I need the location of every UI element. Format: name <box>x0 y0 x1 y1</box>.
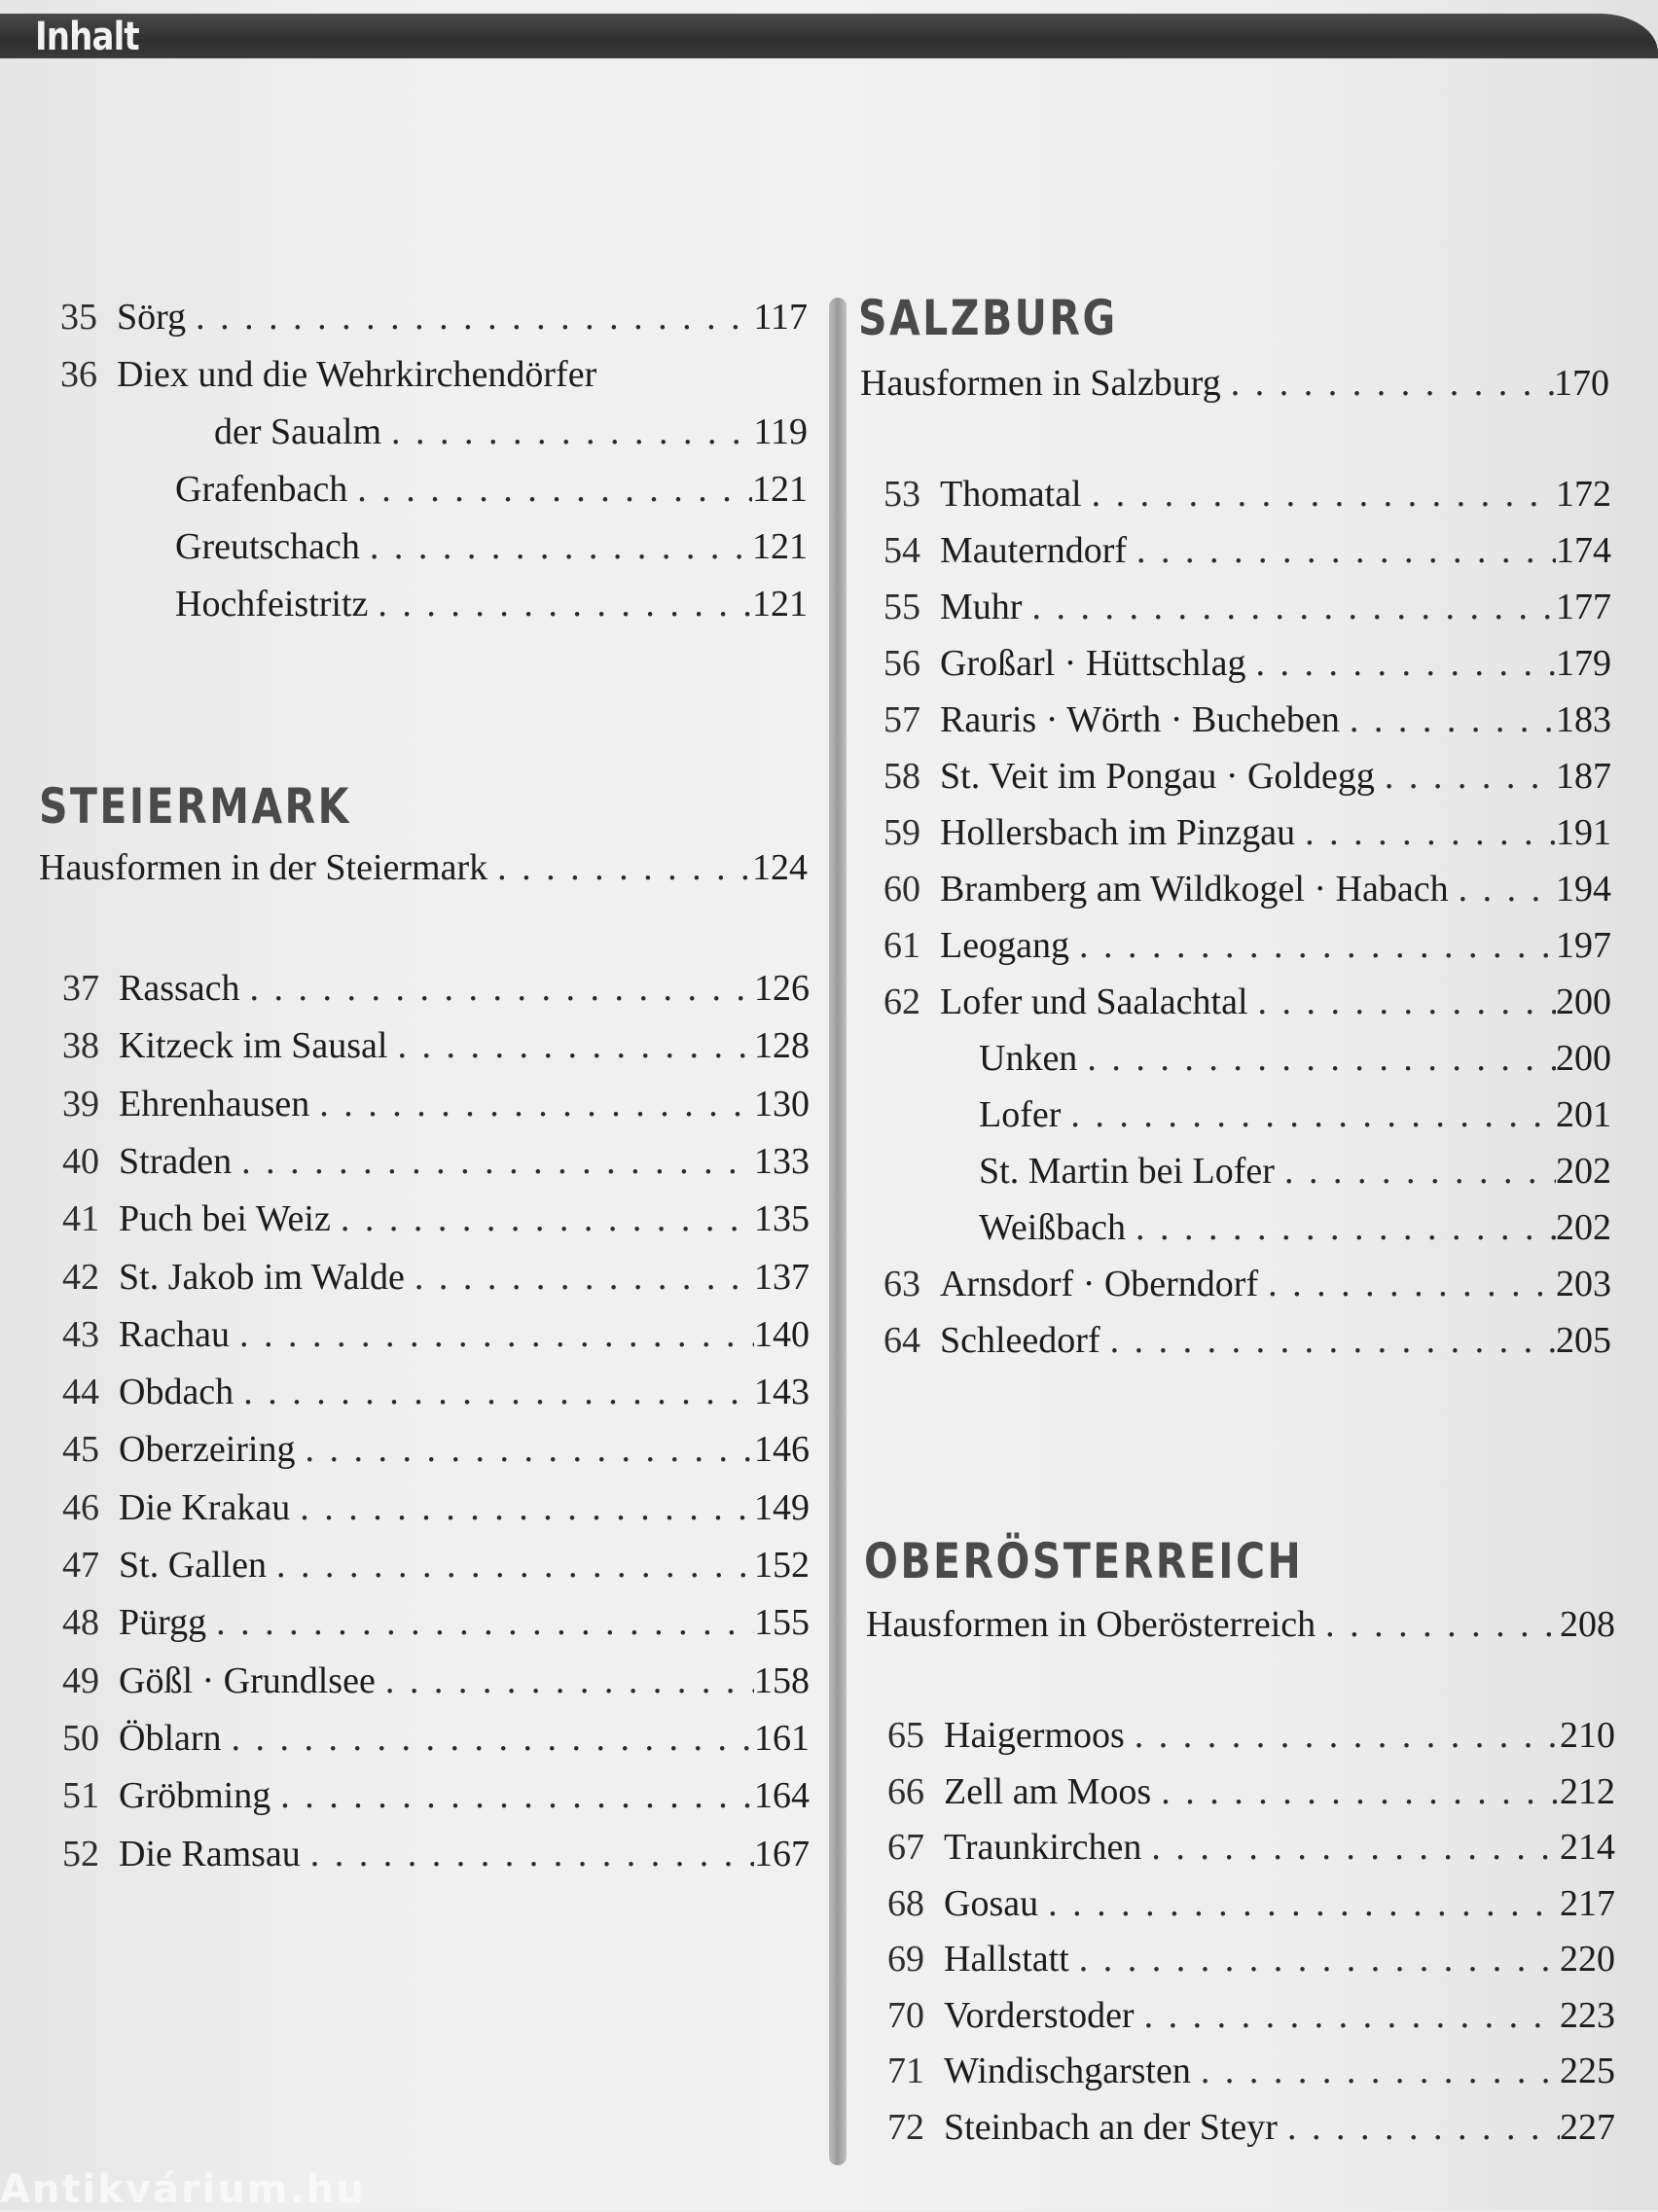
entry-title: Windischgarsten <box>944 2051 1191 2091</box>
entry-page-number: 174 <box>1556 530 1611 571</box>
toc-row <box>862 638 1611 689</box>
entry-number: 55 <box>883 587 920 627</box>
dot-leader <box>1069 920 1556 971</box>
dot-leader <box>1449 864 1556 914</box>
toc-row <box>862 751 1611 802</box>
dot-leader <box>1077 1033 1556 1084</box>
entry-title: Hallstatt <box>944 1939 1069 1980</box>
dot-leader <box>222 1713 754 1764</box>
entry-page-number: 203 <box>1556 1264 1611 1304</box>
entry-title: Gröbming <box>119 1775 271 1817</box>
entry-title: Schleedorf <box>940 1320 1100 1361</box>
entry-title: Die Krakau <box>119 1486 291 1528</box>
entry-number: 43 <box>62 1313 99 1355</box>
entry-page-number: 202 <box>1556 1151 1611 1192</box>
entry-title: St. Gallen <box>119 1545 267 1586</box>
dot-leader <box>270 1770 754 1821</box>
toc-row <box>862 920 1611 971</box>
entry-page-number: 179 <box>1556 643 1611 684</box>
entry-number: 66 <box>887 1770 924 1812</box>
dot-leader <box>381 407 753 457</box>
entry-page-number: 121 <box>752 526 808 567</box>
entry-number: 44 <box>62 1372 99 1413</box>
entry-page-number: 130 <box>754 1083 810 1124</box>
entry-title: Hausformen in Oberösterreich <box>866 1604 1316 1645</box>
entry-number: 59 <box>883 812 920 853</box>
toc-row <box>41 1656 810 1706</box>
toc-row <box>862 525 1611 576</box>
dot-leader <box>1151 1766 1560 1817</box>
entry-page-number: 225 <box>1560 2051 1615 2091</box>
entry-number: 50 <box>62 1717 99 1759</box>
entry-page-number: 126 <box>754 968 810 1009</box>
entry-page-number: 205 <box>1556 1320 1611 1361</box>
entry-number: 70 <box>887 1994 924 2036</box>
entry-page-number: 143 <box>754 1372 810 1413</box>
dot-leader <box>290 1482 754 1533</box>
dot-leader <box>1022 582 1556 632</box>
entry-title: Rauris · Wörth · Bucheben <box>940 699 1340 740</box>
toc-intro-row <box>866 1599 1615 1650</box>
entry-title: Hausformen in Salzburg <box>860 363 1221 404</box>
toc-row <box>41 1713 810 1764</box>
entry-page-number: 212 <box>1560 1770 1615 1812</box>
entry-page-number: 124 <box>752 847 808 888</box>
dot-leader <box>1275 1146 1556 1196</box>
entry-page-number: 217 <box>1560 1882 1615 1924</box>
toc-row <box>41 1770 810 1821</box>
entry-number: 36 <box>60 354 97 395</box>
entry-number: 38 <box>62 1025 99 1067</box>
entry-page-number: 119 <box>753 411 808 452</box>
entry-page-number: 201 <box>1556 1094 1611 1135</box>
toc-intro-row <box>860 358 1609 409</box>
dot-leader <box>1191 2046 1560 2096</box>
dot-leader <box>1126 1202 1556 1253</box>
entry-number: 52 <box>62 1833 99 1874</box>
dot-leader <box>1061 1089 1556 1140</box>
entry-number: 63 <box>883 1264 920 1304</box>
dot-leader <box>387 1020 754 1071</box>
entry-title: Hausformen in der Steiermark <box>39 847 488 888</box>
entry-number: 42 <box>62 1256 99 1298</box>
entry-number: 64 <box>883 1320 920 1361</box>
entry-page-number: 128 <box>754 1025 810 1067</box>
toc-row <box>41 1424 810 1475</box>
dot-leader <box>186 292 753 342</box>
entry-number: 60 <box>883 869 920 910</box>
toc-row <box>41 963 810 1014</box>
entry-page-number: 161 <box>754 1717 810 1759</box>
entry-number: 54 <box>883 530 920 571</box>
entry-number: 46 <box>62 1486 99 1528</box>
toc-row <box>41 1079 810 1129</box>
entry-title: Leogang <box>940 925 1069 966</box>
dot-leader <box>1127 525 1556 576</box>
dot-leader <box>1038 1878 1560 1929</box>
entry-title: St. Jakob im Walde <box>119 1256 405 1298</box>
entry-page-number: 140 <box>754 1313 810 1355</box>
dot-leader <box>1125 1710 1560 1761</box>
entry-number: 49 <box>62 1659 99 1701</box>
entry-title: Haigermoos <box>944 1715 1125 1756</box>
entry-page-number: 200 <box>1556 1038 1611 1079</box>
entry-title: Großarl · Hüttschlag <box>940 643 1246 684</box>
entry-page-number: 210 <box>1560 1715 1615 1756</box>
entry-page-number: 158 <box>754 1659 810 1701</box>
entry-title: der Saualm <box>214 411 382 452</box>
entry-page-number: 133 <box>754 1140 810 1182</box>
entry-title: Greutschach <box>175 526 360 567</box>
dot-leader <box>1340 695 1556 745</box>
entry-title: Hollersbach im Pinzgau <box>940 812 1296 853</box>
entry-title: Kitzeck im Sausal <box>119 1025 388 1067</box>
toc-row <box>866 1990 1615 2041</box>
toc-row <box>862 695 1611 745</box>
toc-row <box>41 1136 810 1187</box>
entry-title: Diex und die Wehrkirchendörfer <box>117 354 597 395</box>
entry-title: Rachau <box>119 1313 230 1355</box>
entry-number: 68 <box>887 1882 924 1924</box>
entry-title: Gößl · Grundlsee <box>119 1659 376 1701</box>
entry-title: St. Martin bei Lofer <box>979 1151 1275 1192</box>
dot-leader <box>368 579 752 629</box>
dot-leader <box>267 1540 754 1590</box>
toc-row <box>41 1367 810 1417</box>
entry-number: 69 <box>887 1939 924 1980</box>
toc-row <box>39 464 808 515</box>
dot-leader <box>1245 638 1556 689</box>
entry-page-number: 194 <box>1556 869 1611 910</box>
entry-number: 56 <box>883 643 920 684</box>
toc-row <box>862 977 1611 1027</box>
toc-row <box>39 521 808 572</box>
toc-row <box>41 1194 810 1244</box>
dot-leader <box>309 1079 754 1129</box>
dot-leader <box>234 1367 754 1417</box>
entry-title: Muhr <box>940 587 1023 627</box>
entry-number: 45 <box>62 1429 99 1471</box>
heading-steiermark: STEIERMARK <box>39 778 351 835</box>
toc-row <box>862 1089 1611 1140</box>
toc-row <box>41 1252 810 1302</box>
entry-title: Puch bei Weiz <box>119 1198 331 1240</box>
entry-number: 72 <box>887 2106 924 2148</box>
entry-page-number: 155 <box>754 1602 810 1644</box>
entry-number: 53 <box>883 474 920 515</box>
entry-title: Gosau <box>944 1882 1039 1924</box>
entry-title: Arnsdorf · Oberndorf <box>940 1264 1259 1304</box>
entry-page-number: 167 <box>754 1833 810 1874</box>
entry-page-number: 187 <box>1556 756 1611 797</box>
entry-page-number: 164 <box>754 1775 810 1817</box>
toc-row <box>866 1934 1615 1984</box>
toc-row <box>862 1146 1611 1196</box>
dot-leader <box>360 521 752 572</box>
toc-row <box>862 807 1611 858</box>
entry-page-number: 214 <box>1560 1827 1615 1868</box>
heading-oberoesterreich: OBERÖSTERREICH <box>864 1533 1304 1589</box>
entry-page-number: 191 <box>1556 812 1611 853</box>
dot-leader <box>405 1252 754 1302</box>
dot-leader <box>331 1194 754 1244</box>
toc-row <box>39 292 808 342</box>
entry-page-number: 202 <box>1556 1207 1611 1248</box>
toc-intro-row <box>39 842 808 893</box>
toc-row <box>866 1822 1615 1873</box>
entry-page-number: 223 <box>1560 1994 1615 2036</box>
entry-page-number: 149 <box>754 1486 810 1528</box>
entry-page-number: 170 <box>1554 363 1609 404</box>
dot-leader <box>301 1829 754 1879</box>
entry-title: Straden <box>119 1140 233 1182</box>
dot-leader <box>376 1656 754 1706</box>
entry-number: 67 <box>887 1827 924 1868</box>
entry-title: St. Veit im Pongau · Goldegg <box>940 756 1375 797</box>
toc-row <box>866 1766 1615 1817</box>
dot-leader <box>230 1309 754 1360</box>
entry-page-number: 200 <box>1556 981 1611 1022</box>
entry-title: Hochfeistritz <box>175 584 369 624</box>
entry-number: 39 <box>62 1083 99 1124</box>
toc-row <box>39 407 808 457</box>
entry-page-number: 183 <box>1556 699 1611 740</box>
heading-salzburg: SALZBURG <box>858 290 1118 346</box>
entry-title: Oberzeiring <box>119 1429 296 1471</box>
entry-number: 40 <box>62 1140 99 1182</box>
entry-page-number: 146 <box>754 1429 810 1471</box>
entry-page-number: 220 <box>1560 1939 1615 1980</box>
dot-leader <box>1141 1822 1560 1873</box>
toc-row <box>41 1597 810 1648</box>
dot-leader <box>1221 358 1554 409</box>
entry-page-number: 177 <box>1556 587 1611 627</box>
dot-leader <box>1248 977 1556 1027</box>
entry-number: 58 <box>883 756 920 797</box>
entry-title: Thomatal <box>940 474 1082 515</box>
dot-leader <box>1278 2102 1560 2153</box>
entry-page-number: 197 <box>1556 925 1611 966</box>
entry-number: 71 <box>887 2051 924 2091</box>
entry-title: Sörg <box>117 297 187 338</box>
dot-leader <box>240 963 754 1014</box>
entry-number: 47 <box>62 1545 99 1586</box>
dot-leader <box>347 464 752 515</box>
column-divider <box>829 298 847 2165</box>
toc-row <box>41 1540 810 1590</box>
toc-row <box>862 469 1611 519</box>
entry-title: Rassach <box>119 968 240 1009</box>
entry-page-number: 135 <box>754 1198 810 1240</box>
entry-page-number: 121 <box>752 584 808 624</box>
dot-leader <box>1375 751 1556 802</box>
toc-row <box>862 1315 1611 1366</box>
entry-number: 48 <box>62 1602 99 1644</box>
entry-number: 41 <box>62 1198 99 1240</box>
dot-leader <box>1258 1259 1556 1309</box>
toc-row <box>866 1710 1615 1761</box>
entry-title: Traunkirchen <box>944 1827 1142 1868</box>
entry-page-number: 117 <box>753 297 808 338</box>
dot-leader <box>1316 1599 1560 1650</box>
dot-leader <box>487 842 752 893</box>
dot-leader <box>1100 1315 1556 1366</box>
entry-number: 57 <box>883 699 920 740</box>
entry-number: 65 <box>887 1715 924 1756</box>
entry-number: 35 <box>60 297 97 338</box>
entry-title: Die Ramsau <box>119 1833 301 1874</box>
entry-number: 37 <box>62 968 99 1009</box>
entry-title: Weißbach <box>979 1207 1126 1248</box>
toc-row <box>39 349 808 400</box>
entry-page-number: 152 <box>754 1545 810 1586</box>
dot-leader <box>232 1136 754 1187</box>
toc-row <box>862 1033 1611 1084</box>
toc-row <box>41 1309 810 1360</box>
entry-title: Zell am Moos <box>944 1770 1152 1812</box>
dot-leader <box>206 1597 754 1648</box>
entry-page-number: 137 <box>754 1256 810 1298</box>
entry-title: Pürgg <box>119 1602 207 1644</box>
entry-title: Öblarn <box>119 1717 222 1759</box>
toc-row <box>862 582 1611 632</box>
dot-leader <box>295 1424 754 1475</box>
toc-row <box>41 1482 810 1533</box>
entry-title: Obdach <box>119 1372 234 1413</box>
entry-page-number: 121 <box>752 469 808 510</box>
entry-title: Mauterndorf <box>940 530 1128 571</box>
dot-leader <box>1295 807 1556 858</box>
entry-number: 61 <box>883 925 920 966</box>
header-bar <box>0 14 1658 58</box>
entry-title: Ehrenhausen <box>119 1083 310 1124</box>
entry-title: Unken <box>979 1038 1078 1079</box>
toc-row <box>866 1878 1615 1929</box>
dot-leader <box>1069 1934 1560 1984</box>
entry-number: 51 <box>62 1775 99 1817</box>
entry-title: Vorderstoder <box>944 1994 1135 2036</box>
dot-leader <box>1082 469 1556 519</box>
toc-row <box>862 864 1611 914</box>
entry-page-number: 208 <box>1560 1604 1615 1645</box>
entry-title: Lofer und Saalachtal <box>940 981 1248 1022</box>
toc-row <box>866 2046 1615 2096</box>
toc-row <box>41 1829 810 1879</box>
toc-row <box>39 579 808 629</box>
entry-title: Bramberg am Wildkogel · Habach <box>940 869 1449 910</box>
entry-number: 62 <box>883 981 920 1022</box>
toc-row <box>866 2102 1615 2153</box>
entry-page-number: 172 <box>1556 474 1611 515</box>
toc-row <box>862 1202 1611 1253</box>
entry-title: Grafenbach <box>175 469 348 510</box>
entry-title: Lofer <box>979 1094 1062 1135</box>
watermark: Antikvárium.hu <box>0 2167 366 2212</box>
toc-row <box>41 1020 810 1071</box>
entry-title: Steinbach an der Steyr <box>944 2106 1278 2148</box>
dot-leader <box>1135 1990 1560 2041</box>
toc-row <box>862 1259 1611 1309</box>
page-title: Inhalt <box>35 15 139 59</box>
entry-page-number: 227 <box>1560 2106 1615 2148</box>
